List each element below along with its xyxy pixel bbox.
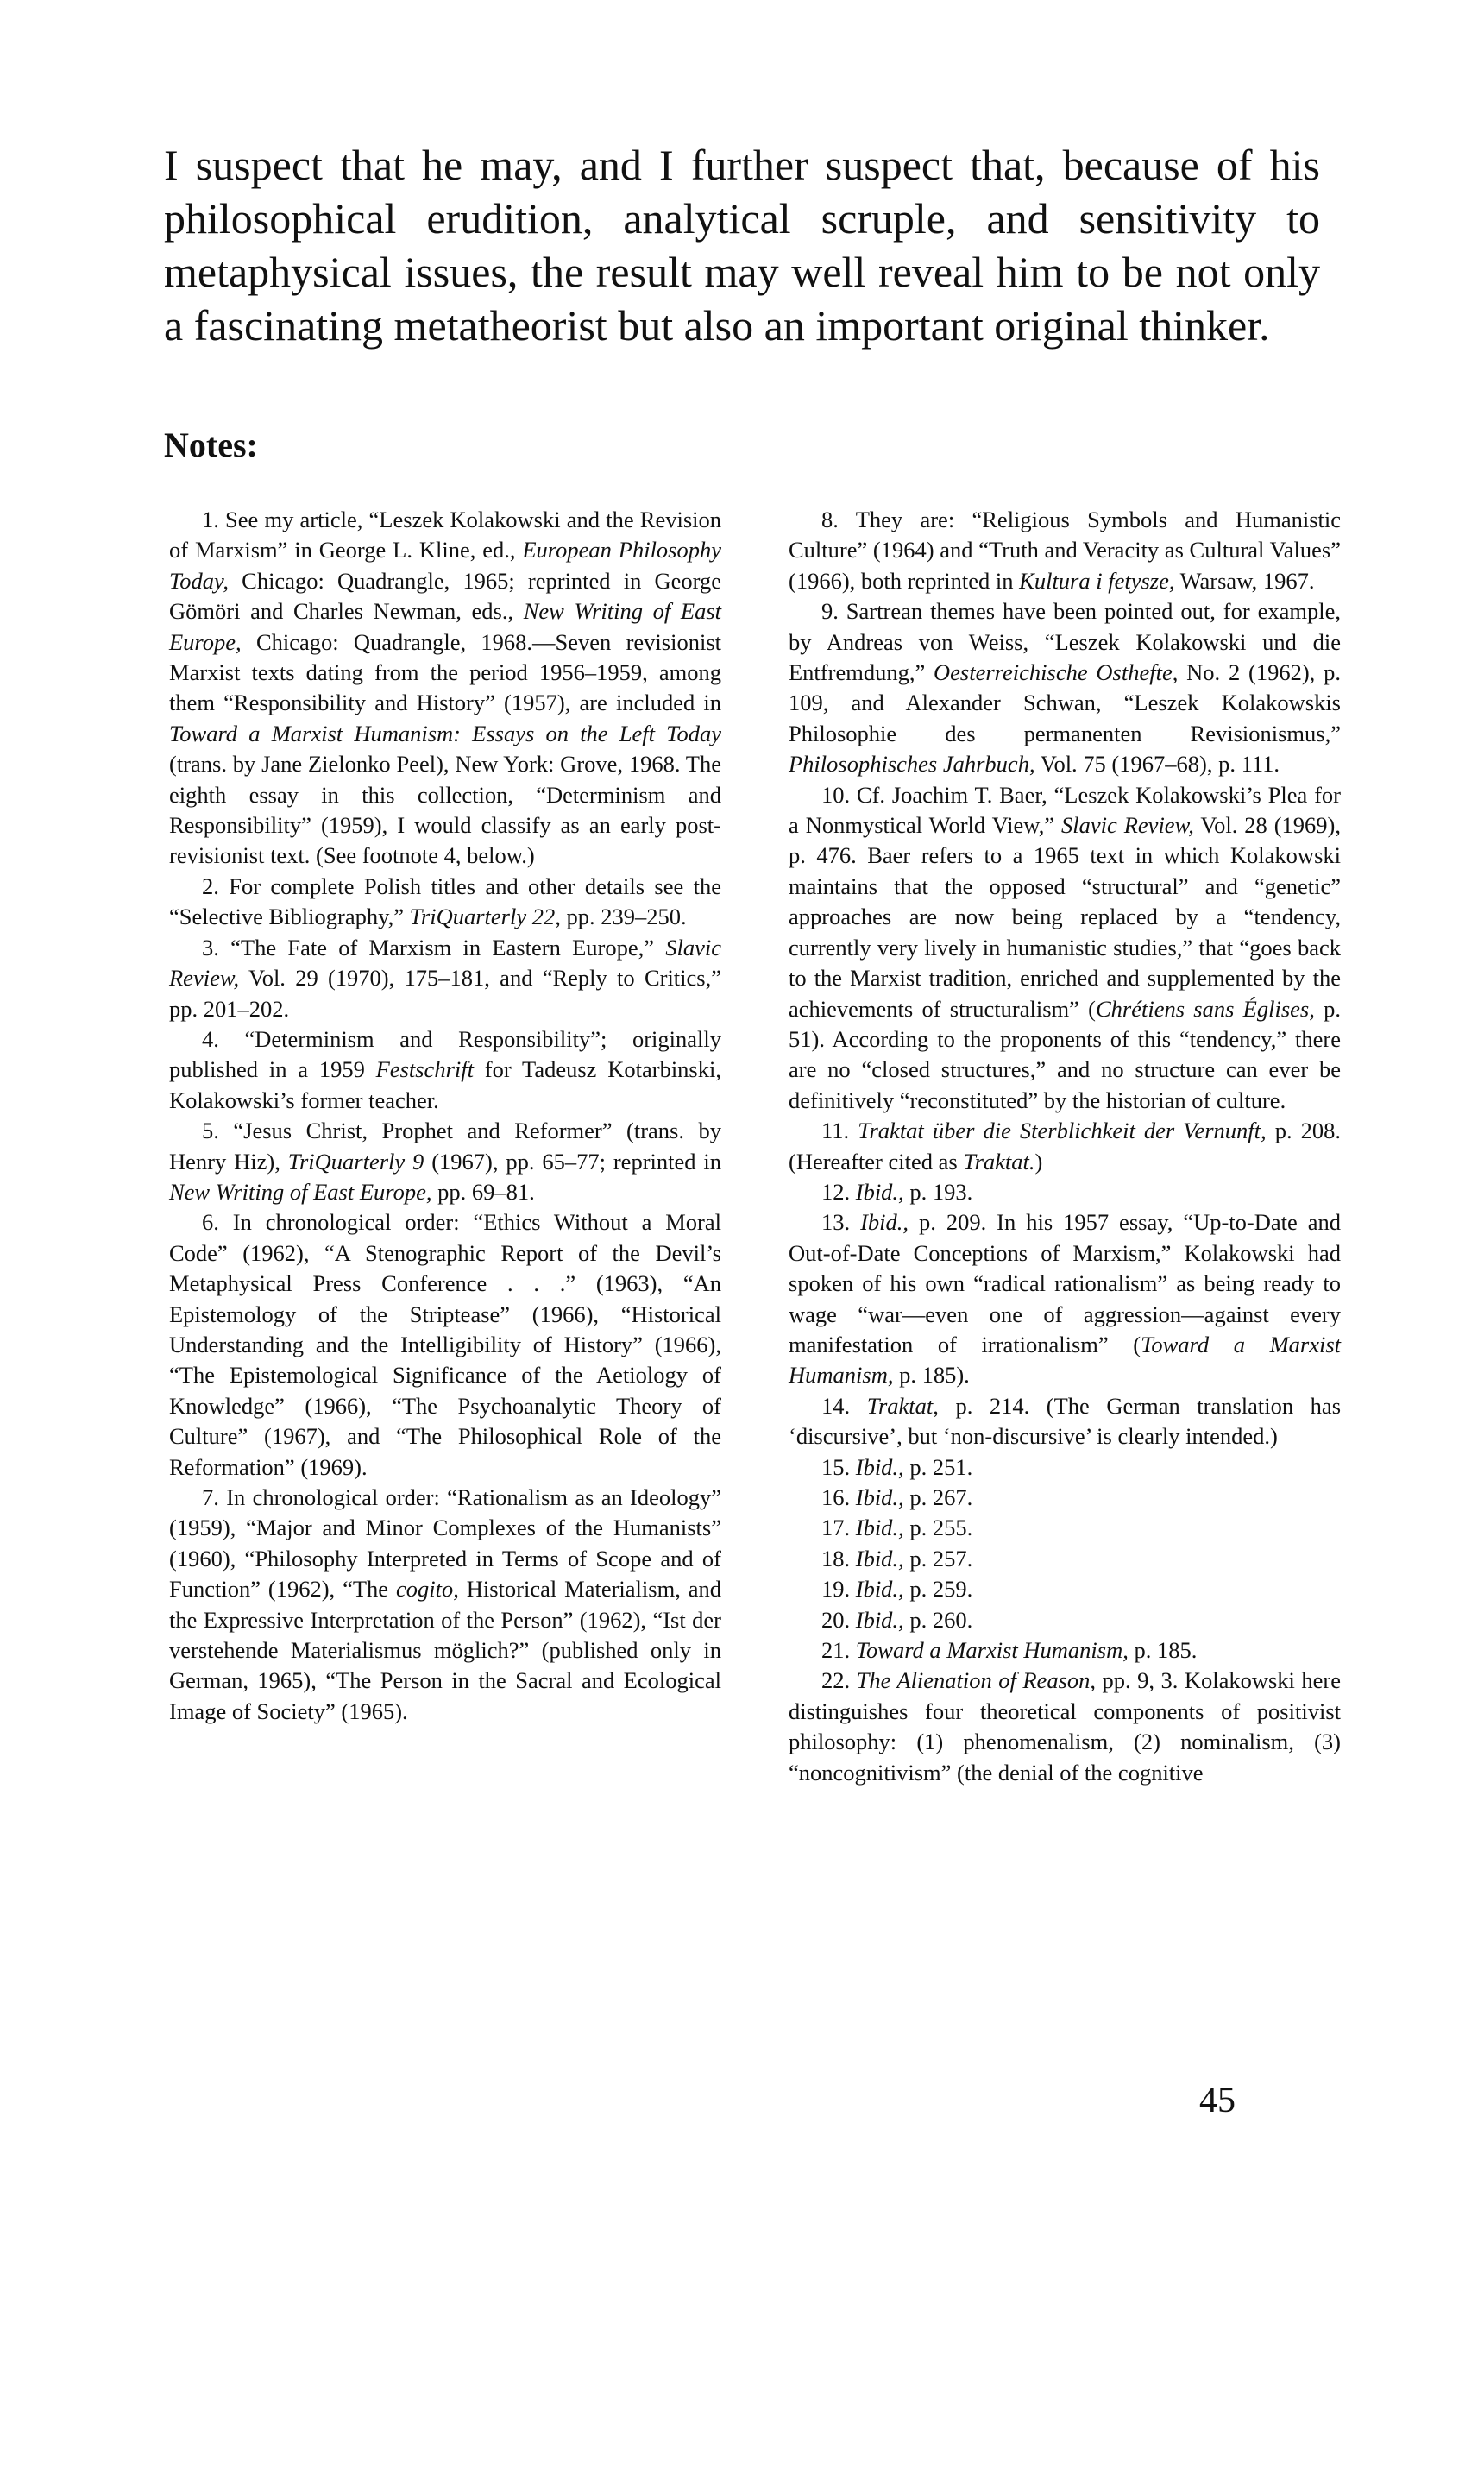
footnote-2 (169, 872, 721, 933)
footnote-17 (789, 1513, 1341, 1543)
footnote-15 (789, 1452, 1341, 1483)
footnote-number: 21. (821, 1637, 851, 1664)
footnote-13 (789, 1207, 1341, 1390)
footnote-text: Ibid., p. 255. (855, 1515, 973, 1541)
footnote-number: 17. (821, 1515, 851, 1541)
footnote-number: 5. (202, 1118, 219, 1144)
footnote-text: “Jesus Christ, Prophet and Reformer” (trans. by Henry Hiz), TriQuarterly 9 (1967), pp. 65–77; reprinted in New Writing of East Europe, pp. 69–81. (169, 1118, 721, 1205)
footnote-text: Traktat, p. 214. (The German translation has ‘discursive’, but ‘non-discursive’ is clearly intended.) (789, 1392, 1342, 1450)
notes-column-right (789, 505, 1341, 1788)
footnote-number: 15. (821, 1453, 851, 1480)
footnote-3 (169, 933, 721, 1024)
footnote-text: “The Fate of Marxism in Eastern Europe,” Slavic Review, Vol. 29 (1970), 175–181, and “Reply to Critics,” pp. 201–202. (169, 934, 721, 1022)
footnote-text: Ibid., p. 257. (855, 1545, 973, 1572)
footnote-8 (789, 505, 1341, 596)
footnote-text: Ibid., p. 259. (855, 1576, 973, 1603)
footnote-number: 12. (821, 1178, 851, 1205)
footnote-number: 18. (821, 1545, 851, 1572)
footnote-number: 10. (821, 781, 851, 808)
footnote-14 (789, 1391, 1341, 1452)
footnote-text: See my article, “Leszek Kolakowski and the Revision of Marxism” in George L. Kline, ed., European Philosophy Today, Chicago: Quadrangle, 1965; reprinted in George Gömöri and Charles Newman, eds., New Writing of East Europe, Chicago: Quadrangle, 1968.—Seven revisionist Marxist texts dating from the period 1956–1959, among them “Responsibility and History” (1957), are included in Toward a Marxist Humanism: Essays on the Left Today (trans. by Jane Zielonko Peel), New York: Grove, 1968. The eighth essay in this collection, “Determinism and Responsibility” (1959), I would classify as an early post-revisionist text. (See footnote 4, below.) (169, 507, 722, 869)
notes-heading: Notes: (164, 425, 258, 464)
footnote-text: Cf. Joachim T. Baer, “Leszek Kolakowski’s Plea for a Nonmystical World View,” Slavic Review, Vol. 28 (1969), p. 476. Baer refers to a 1965 text in which Kolakowski maintains that the opposed “structural” and “genetic” approaches are now being replaced by a “tendency, currently very lively in humanistic studies,” that “goes back to the Marxist tradition, enriched and supplemented by the achievements of structuralism” (Chrétiens sans Églises, p. 51). According to the proponents of this “tendency,” there are no “closed structures,” and no structure can ever be definitively “reconstituted” by the historian of culture. (789, 781, 1342, 1113)
footnote-12 (789, 1177, 1341, 1207)
footnote-number: 11. (821, 1118, 850, 1144)
footnote-number: 20. (821, 1606, 851, 1633)
footnote-18 (789, 1544, 1341, 1574)
footnote-21 (789, 1635, 1341, 1666)
footnote-number: 14. (821, 1392, 851, 1419)
footnote-7 (169, 1483, 721, 1727)
footnote-text: Ibid., p. 260. (855, 1606, 973, 1633)
footnote-text: Ibid., p. 193. (855, 1178, 973, 1205)
footnote-19 (789, 1574, 1341, 1604)
footnote-text: The Alienation of Reason, pp. 9, 3. Kolakowski here distinguishes four theoretical components of positivist philosophy: (1) phenomenalism, (2) nominalism, (3) “noncognitivism” (the denial of the cognitive (789, 1667, 1342, 1786)
footnote-number: 1. (202, 507, 219, 532)
notes-column-left (169, 505, 721, 1727)
footnote-1 (169, 505, 721, 872)
footnote-9 (789, 596, 1341, 779)
footnote-text: Ibid., p. 209. In his 1957 essay, “Up-to-Date and Out-of-Date Conceptions of Marxism,” Kolakowski had spoken of his own “radical rationalism” as being ready to wage “war—even one of aggression—against every manifestation of irrationalism” (Toward a Marxist Humanism, p. 185). (789, 1209, 1342, 1389)
footnote-5 (169, 1116, 721, 1207)
footnote-number: 6. (202, 1209, 219, 1236)
footnote-number: 2. (202, 872, 219, 899)
footnote-text: In chronological order: “Rationalism as an Ideology” (1959), “Major and Minor Complexes of the Humanists” (1960), “Philosophy Interpreted in Terms of Scope and of Function” (1962), “The cogito, Historical Materialism, and the Expressive Interpretation of the Person” (1962), “Ist der verstehende Materialismus möglich?” (published only in German, 1965), “The Person in the Sacral and Ecological Image of Society” (1965). (169, 1484, 721, 1724)
page-number: 45 (1199, 2081, 1236, 2120)
footnote-text: Traktat über die Sterblichkeit der Vernunft, p. 208. (Hereafter cited as Traktat.) (789, 1118, 1342, 1175)
footnote-text: In chronological order: “Ethics Without a Moral Code” (1962), “A Stenographic Report of the Devil’s Metaphysical Press Conference . . .” (1963), “An Epistemology of the Striptease” (1966), “Historical Understanding and the Intelligibility of History” (1966), “The Epistemological Significance of the Aetiology of Knowledge” (1966), “The Psychoanalytic Theory of Culture” (1967), and “The Philosophical Role of the Reformation” (1969). (169, 1209, 721, 1480)
footnote-number: 4. (202, 1025, 219, 1052)
footnote-number: 22. (821, 1667, 851, 1694)
footnote-4 (169, 1024, 721, 1116)
footnote-text: Ibid., p. 251. (855, 1453, 973, 1480)
footnote-number: 9. (821, 598, 839, 625)
footnote-number: 13. (821, 1209, 851, 1236)
footnote-number: 16. (821, 1484, 851, 1510)
footnote-text: Sartrean themes have been pointed out, for example, by Andreas von Weiss, “Leszek Kolakowski und die Entfremdung,” Oesterreichische Osthefte, No. 2 (1962), p. 109, and Alexander Schwan, “Leszek Kolakowskis Philosophie des permanenten Revisionismus,” Philosophisches Jahrbuch, Vol. 75 (1967–68), p. 111. (789, 598, 1341, 778)
footnote-number: 19. (821, 1576, 851, 1603)
footnote-text: For complete Polish titles and other details see the “Selective Bibliography,” TriQuarterly 22, pp. 239–250. (169, 872, 721, 930)
footnote-16 (789, 1483, 1341, 1513)
footnote-text: “Determinism and Responsibility”; originally published in a 1959 Festschrift for Tadeusz Kotarbinski, Kolakowski’s former teacher. (169, 1025, 721, 1113)
footnote-text: Ibid., p. 267. (855, 1484, 973, 1510)
footnote-22 (789, 1666, 1341, 1788)
footnote-11 (789, 1116, 1341, 1177)
footnote-number: 7. (202, 1484, 219, 1510)
footnote-6 (169, 1207, 721, 1483)
footnote-10 (789, 780, 1341, 1116)
intro-paragraph: I suspect that he may, and I further suspect that, because of his philosophical erudition, analytical scruple, and sensitivity to metaphysical issues, the result may well reveal him to be not only a fascinating metatheorist but also an important original thinker. (164, 141, 1320, 350)
footnote-20 (789, 1605, 1341, 1635)
footnote-number: 3. (202, 934, 219, 961)
footnote-number: 8. (821, 507, 839, 532)
footnote-text: They are: “Religious Symbols and Humanistic Culture” (1964) and “Truth and Veracity as Cultural Values” (1966), both reprinted in Kultura i fetysze, Warsaw, 1967. (789, 507, 1341, 594)
footnote-text: Toward a Marxist Humanism, p. 185. (855, 1637, 1198, 1664)
